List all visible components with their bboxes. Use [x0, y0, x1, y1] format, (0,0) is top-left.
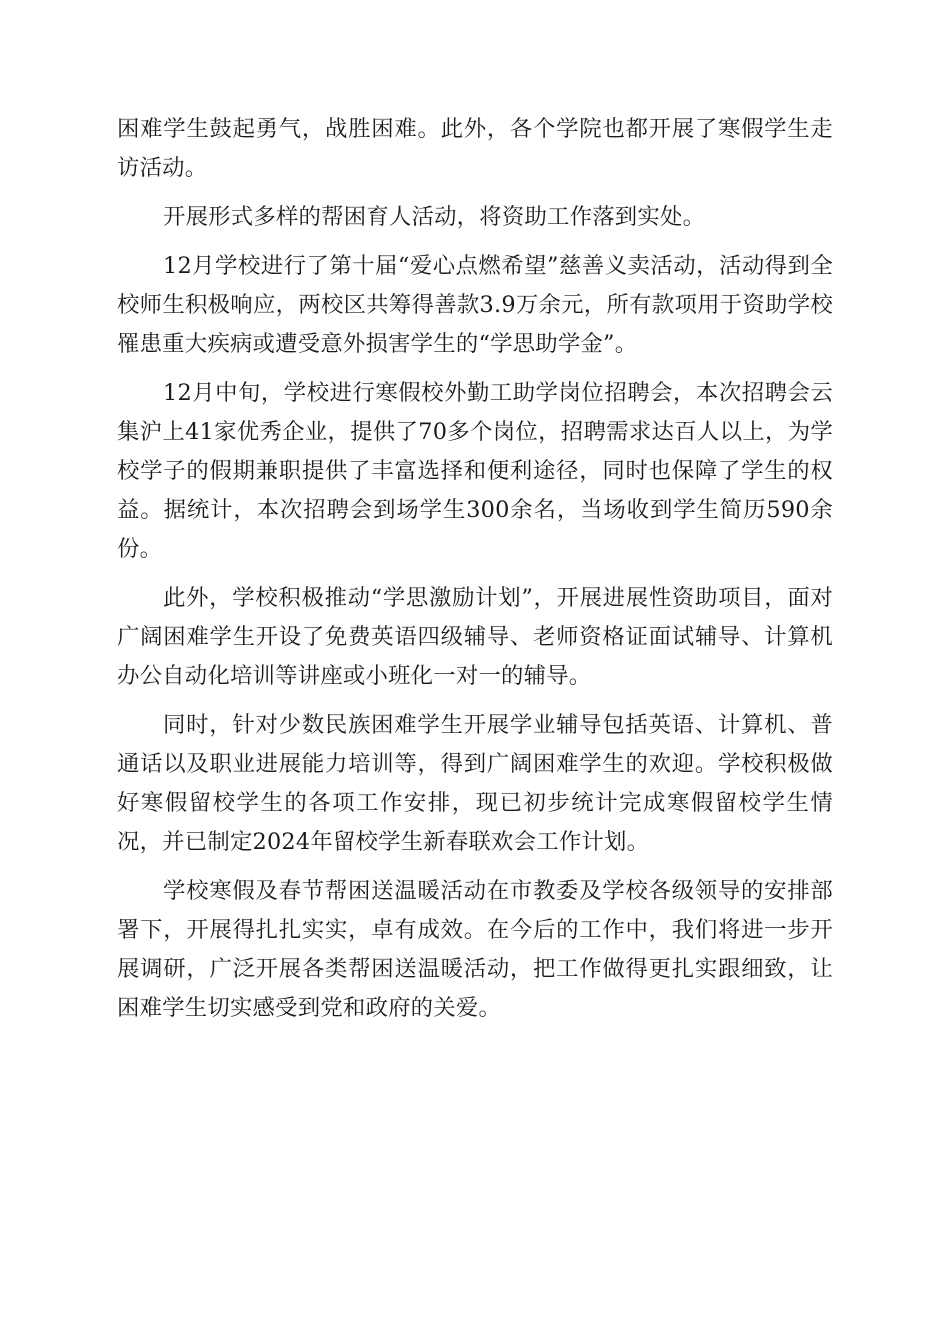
document-body — [117, 110, 833, 1038]
paragraph-continuation: 困难学生鼓起勇气，战胜困难。此外，各个学院也都开展了寒假学生走访活动。 — [117, 116, 833, 181]
paragraph-activities-intro: 开展形式多样的帮困育人活动，将资助工作落到实处。 — [163, 204, 706, 230]
paragraph-minority-tutoring: 同时，针对少数民族困难学生开展学业辅导包括英语、计算机、普通话以及职业进展能力培训等，得到广阔困难学生的欢迎。学校积极做好寒假留校学生的各项工作安排，现已初步统计完成寒假留校学生情况，并已制定2024年留校学生新春联欢会工作计划。 — [117, 712, 833, 855]
paragraph-conclusion: 学校寒假及春节帮困送温暖活动在市教委及学校各级领导的安排部署下，开展得扎扎实实，卓有成效。在今后的工作中，我们将进一步开展调研，广泛开展各类帮困送温暖活动，把工作做得更扎实跟细致，让困难学生切实感受到党和政府的关爱。 — [117, 878, 833, 1021]
paragraph-job-fair: 12月中旬，学校进行寒假校外勤工助学岗位招聘会，本次招聘会云集沪上41家优秀企业，提供了70多个岗位，招聘需求达百人以上，为学校学子的假期兼职提供了丰富选择和便利途径，同时也保障了学生的权益。据统计，本次招聘会到场学生300余名，当场收到学生简历590余份。 — [117, 380, 833, 562]
paragraph-charity-sale: 12月学校进行了第十届“爱心点燃希望”慈善义卖活动，活动得到全校师生积极响应，两校区共筹得善款3.9万余元，所有款项用于资助学校罹患重大疾病或遭受意外损害学生的“学思助学金”。 — [117, 253, 833, 357]
paragraph-incentive-plan: 此外，学校积极推动“学思激励计划”，开展进展性资助项目，面对广阔困难学生开设了免费英语四级辅导、老师资格证面试辅导、计算机办公自动化培训等讲座或小班化一对一的辅导。 — [117, 585, 833, 689]
